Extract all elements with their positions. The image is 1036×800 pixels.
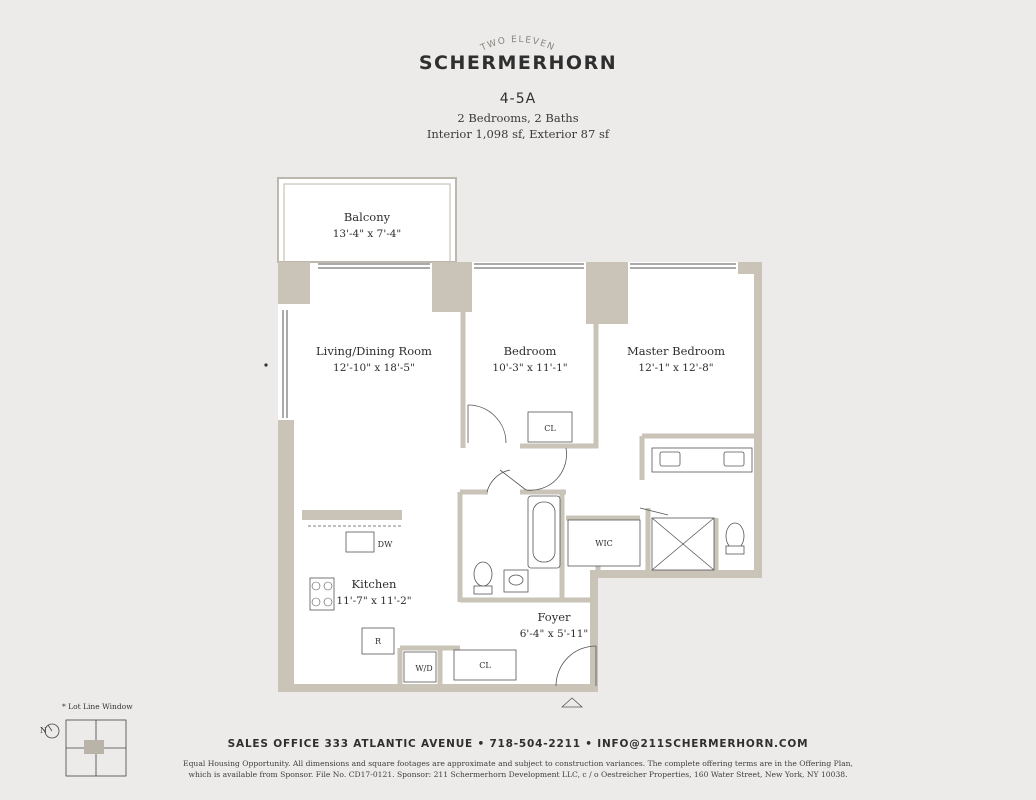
living-name: Living/Dining Room bbox=[316, 344, 432, 358]
legal-line-2: which is available from Sponsor. File No. CD17-0121. Sponsor: 211 Schermerhorn Development LLC, c / o Oestreicher Properties, 160 Water Street, New York, NY 10038. bbox=[188, 770, 848, 779]
legend-asterisk: * bbox=[62, 702, 69, 711]
washer-dryer-label: W/D bbox=[415, 664, 433, 673]
wic-label: WIC bbox=[595, 539, 613, 548]
foyer-dims: 6'-4" x 5'-11" bbox=[519, 628, 589, 640]
unit-number: 4-5A bbox=[499, 91, 537, 107]
kitchen-name: Kitchen bbox=[351, 577, 397, 591]
bedroom-name: Bedroom bbox=[503, 344, 557, 358]
foyer-name: Foyer bbox=[537, 610, 571, 624]
master-bedroom-name: Master Bedroom bbox=[627, 344, 725, 358]
legal-line-1: Equal Housing Opportunity. All dimensions and square footages are approximate and subject to construction variances. The complete offering terms are in the Offering Plan, bbox=[183, 759, 853, 768]
balcony-dims: 13'-4" x 7'-4" bbox=[332, 228, 402, 240]
kitchen-dims: 11'-7" x 11'-2" bbox=[336, 595, 412, 607]
brand-name: SCHERMERHORN bbox=[418, 52, 618, 74]
unit-rooms: 2 Bedrooms, 2 Baths bbox=[457, 111, 579, 125]
living-dims: 12'-10" x 18'-5" bbox=[333, 362, 415, 374]
dishwasher-label: DW bbox=[377, 540, 393, 549]
entry-arrow-icon bbox=[562, 698, 582, 707]
master-bedroom-dims: 12'-1" x 12'-8" bbox=[638, 362, 714, 374]
lot-line-window-marker bbox=[264, 363, 267, 366]
balcony-name: Balcony bbox=[343, 210, 391, 224]
closet-label-bedroom: CL bbox=[544, 424, 556, 433]
sales-office-contact: SALES OFFICE 333 ATLANTIC AVENUE • 718-504-2211 • INFO@211SCHERMERHORN.COM bbox=[227, 738, 809, 750]
refrigerator-label: R bbox=[374, 637, 382, 646]
unit-area: Interior 1,098 sf, Exterior 87 sf bbox=[426, 127, 610, 141]
lot-line-window-text: Lot Line Window bbox=[68, 702, 133, 711]
closet-label-foyer: CL bbox=[479, 661, 491, 670]
bedroom-dims: 10'-3" x 11'-1" bbox=[492, 362, 568, 374]
brand-arc-text: TWO ELEVEN bbox=[479, 34, 557, 52]
north-label: N bbox=[40, 726, 47, 735]
lot-line-window-legend bbox=[62, 702, 133, 711]
